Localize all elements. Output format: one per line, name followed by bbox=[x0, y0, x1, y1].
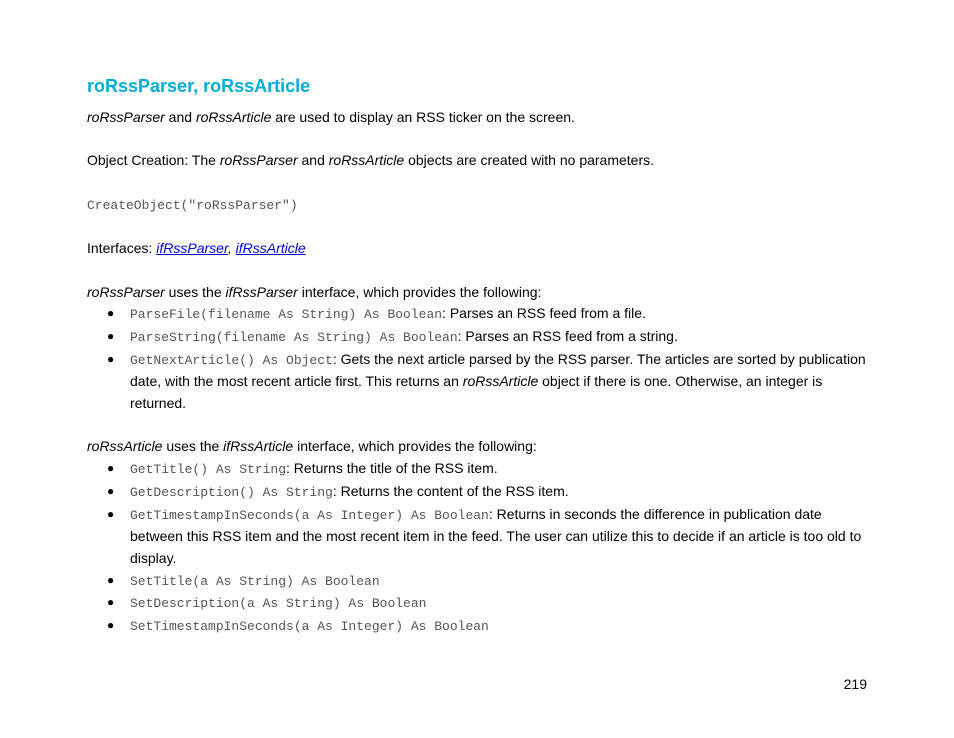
method-description: : Gets the next article parsed by the RSS parser. The articles are sorted by publication date, with the most recent article first. This returns an bbox=[130, 350, 866, 390]
parser-mid: uses the bbox=[164, 283, 226, 300]
creation-object-a: roRssParser bbox=[219, 152, 298, 169]
method-signature: SetTimestampInSeconds(a As Integer) As Boolean bbox=[130, 619, 489, 635]
spacer bbox=[87, 260, 867, 282]
list-item bbox=[87, 504, 867, 570]
parser-rest: interface, which provides the following: bbox=[297, 283, 542, 300]
bullet-icon: ● bbox=[107, 351, 115, 366]
method-signature: ParseFile(filename As String) As Boolean bbox=[130, 307, 443, 323]
bullet-icon: ● bbox=[107, 483, 115, 498]
method-signature: GetDescription() As String bbox=[130, 484, 333, 500]
intro-and: and bbox=[164, 109, 196, 125]
intro-object-a: roRssParser bbox=[87, 109, 165, 125]
article-mid: uses the bbox=[162, 438, 224, 455]
method-description-object: roRssArticle bbox=[462, 373, 539, 390]
code-example-paragraph bbox=[87, 194, 867, 217]
intro-object-b: roRssArticle bbox=[195, 109, 272, 125]
creation-paragraph bbox=[87, 150, 867, 172]
bullet-icon: ● bbox=[107, 595, 115, 610]
bullet-icon: ● bbox=[107, 461, 115, 476]
interfaces-separator: , bbox=[227, 240, 236, 257]
spacer bbox=[87, 216, 867, 238]
method-description: : Returns in seconds the difference in publication date between this RSS item and the most recent item in the feed. The user can utilize this to decide if an article is too old to display. bbox=[130, 505, 862, 566]
method-description: : Parses an RSS feed from a string. bbox=[457, 327, 678, 344]
document-page bbox=[87, 74, 867, 638]
list-item bbox=[87, 615, 867, 638]
article-object: roRssArticle bbox=[87, 438, 163, 455]
bullet-icon: ● bbox=[107, 328, 115, 343]
creation-prefix: Object Creation: The bbox=[87, 152, 220, 169]
article-rest: interface, which provides the following: bbox=[293, 438, 537, 455]
link-ifrssarticle[interactable]: ifRssArticle bbox=[235, 240, 306, 257]
method-signature: ParseString(filename As String) As Boolean bbox=[130, 329, 458, 345]
page-title: roRssParser, roRssArticle bbox=[87, 76, 311, 96]
article-interface: ifRssArticle bbox=[223, 438, 294, 455]
method-signature: SetTitle(a As String) As Boolean bbox=[130, 573, 380, 589]
method-signature: GetTitle() As String bbox=[130, 462, 287, 478]
intro-paragraph bbox=[87, 107, 867, 129]
parser-interface: ifRssParser bbox=[225, 283, 298, 300]
page-number: 219 bbox=[843, 676, 867, 692]
creation-rest: objects are created with no parameters. bbox=[404, 152, 655, 169]
creation-and: and bbox=[297, 152, 329, 169]
link-ifrssparser[interactable]: ifRssParser bbox=[156, 240, 228, 257]
list-item bbox=[87, 349, 867, 415]
method-signature: GetNextArticle() As Object bbox=[130, 352, 333, 368]
bullet-icon: ● bbox=[107, 306, 115, 321]
spacer bbox=[87, 172, 867, 194]
article-method-list bbox=[87, 458, 867, 638]
code-example: CreateObject("roRssParser") bbox=[87, 197, 298, 213]
interfaces-prefix: Interfaces: bbox=[87, 240, 157, 257]
parser-object: roRssParser bbox=[87, 283, 165, 300]
parser-section-intro bbox=[87, 282, 867, 304]
method-description: : Returns the content of the RSS item. bbox=[332, 482, 569, 499]
method-signature: SetDescription(a As String) As Boolean bbox=[130, 596, 427, 612]
method-description-tail: object if there is one. Otherwise, an integer is returned. bbox=[130, 373, 823, 412]
bullet-icon: ● bbox=[107, 618, 115, 633]
list-item bbox=[87, 303, 867, 326]
article-section-intro bbox=[87, 436, 867, 458]
parser-method-list bbox=[87, 303, 867, 415]
list-item bbox=[87, 481, 867, 504]
method-signature: GetTimestampInSeconds(a As Integer) As Boolean bbox=[130, 507, 489, 523]
method-description: : Parses an RSS feed from a file. bbox=[442, 305, 646, 322]
list-item bbox=[87, 570, 867, 593]
spacer bbox=[87, 415, 867, 437]
interfaces-paragraph bbox=[87, 238, 867, 260]
bullet-icon: ● bbox=[107, 572, 115, 587]
creation-object-b: roRssArticle bbox=[328, 152, 405, 169]
list-item bbox=[87, 592, 867, 615]
list-item bbox=[87, 326, 867, 349]
intro-rest: are used to display an RSS ticker on the screen. bbox=[271, 109, 575, 125]
method-description: : Returns the title of the RSS item. bbox=[286, 460, 498, 477]
bullet-icon: ● bbox=[107, 506, 115, 521]
spacer bbox=[87, 129, 867, 151]
list-item bbox=[87, 458, 867, 481]
